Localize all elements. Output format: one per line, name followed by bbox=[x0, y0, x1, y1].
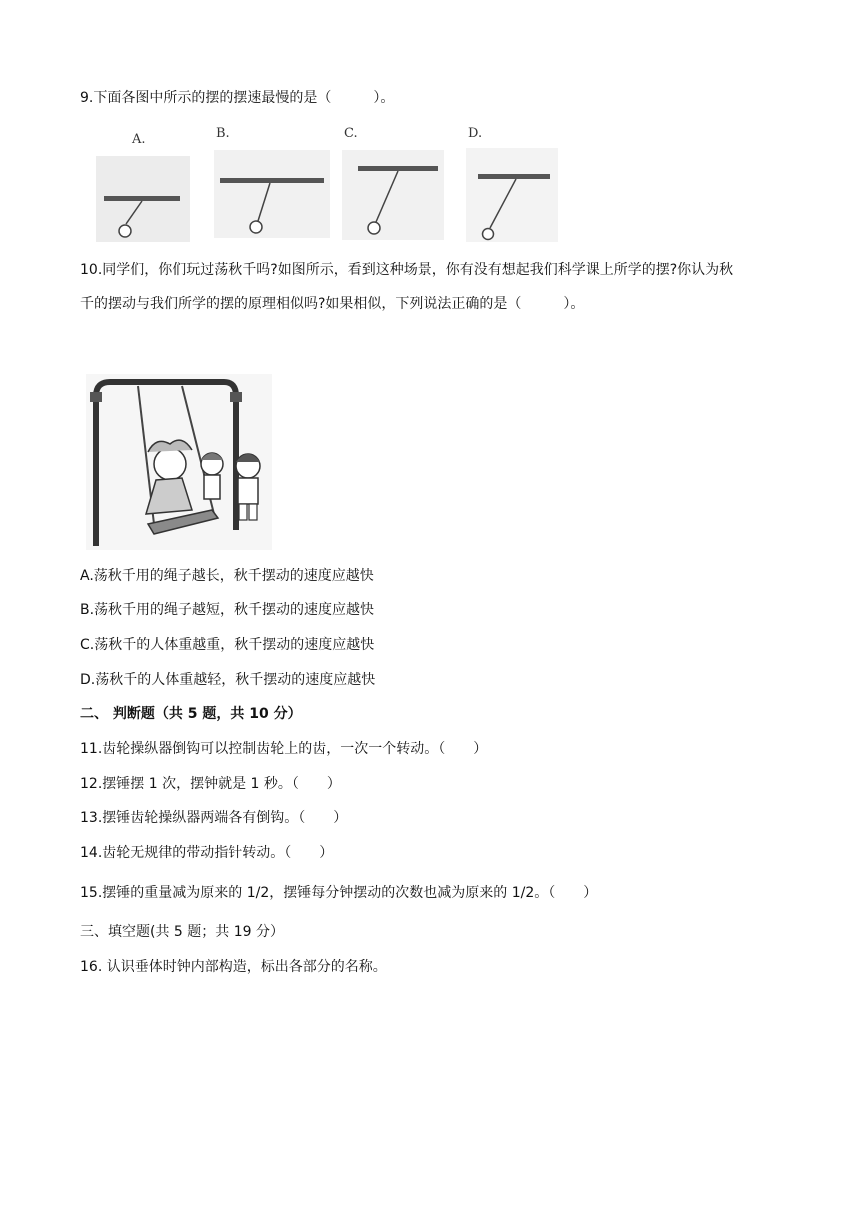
q15-text: 15.摆锤的重量减为原来的 1/2，摆锤每分钟摆动的次数也减为原来的 1/2。（ ） bbox=[80, 885, 598, 901]
pendulum-a-image bbox=[96, 156, 190, 242]
q9-option-a-label: A. bbox=[132, 132, 146, 147]
q10-text-line1: 10.同学们，你们玩过荡秋千吗?如图所示，看到这种场景，你有没有想起我们科学课上所学的摆?你认为秋 bbox=[80, 262, 734, 278]
q10-choice-d: D.荡秋千的人体重越轻，秋千摆动的速度应越快 bbox=[80, 672, 376, 688]
swing-illustration bbox=[86, 374, 272, 550]
q11-text: 11.齿轮操纵器倒钩可以控制齿轮上的齿，一次一个转动。（ ） bbox=[80, 741, 488, 757]
section2-title: 二、 判断题（共 5 题，共 10 分） bbox=[80, 706, 302, 722]
q12-text: 12.摆锤摆 1 次，摆钟就是 1 秒。（ ） bbox=[80, 776, 341, 792]
pendulum-c-image bbox=[342, 150, 444, 240]
q14-text: 14.齿轮无规律的带动指针转动。（ ） bbox=[80, 845, 334, 861]
q9-option-c-label: C. bbox=[344, 126, 358, 141]
q10-text-line2: 千的摆动与我们所学的摆的原理相似吗?如果相似，下列说法正确的是（ ）。 bbox=[80, 296, 585, 312]
section3-title: 三、填空题(共 5 题；共 19 分） bbox=[80, 924, 284, 940]
q9-option-a bbox=[96, 132, 190, 244]
q9-option-b-label: B. bbox=[216, 126, 230, 141]
q10-choice-b: B.荡秋千用的绳子越短，秋千摆动的速度应越快 bbox=[80, 602, 375, 618]
pendulum-b-image bbox=[214, 150, 330, 238]
q10-choice-a: A.荡秋千用的绳子越长，秋千摆动的速度应越快 bbox=[80, 568, 374, 584]
q9-text: 9.下面各图中所示的摆的摆速最慢的是（ ）。 bbox=[80, 90, 395, 106]
q9-option-b bbox=[214, 126, 330, 238]
q9-option-d bbox=[466, 126, 558, 244]
q13-text: 13.摆锤齿轮操纵器两端各有倒钩。（ ） bbox=[80, 810, 348, 826]
pendulum-d-image bbox=[466, 148, 558, 242]
q9-option-c bbox=[342, 126, 444, 242]
q16-text: 16. 认识垂体时钟内部构造，标出各部分的名称。 bbox=[80, 959, 387, 975]
q9-option-d-label: D. bbox=[468, 126, 483, 141]
q10-choice-c: C.荡秋千的人体重越重，秋千摆动的速度应越快 bbox=[80, 637, 375, 653]
